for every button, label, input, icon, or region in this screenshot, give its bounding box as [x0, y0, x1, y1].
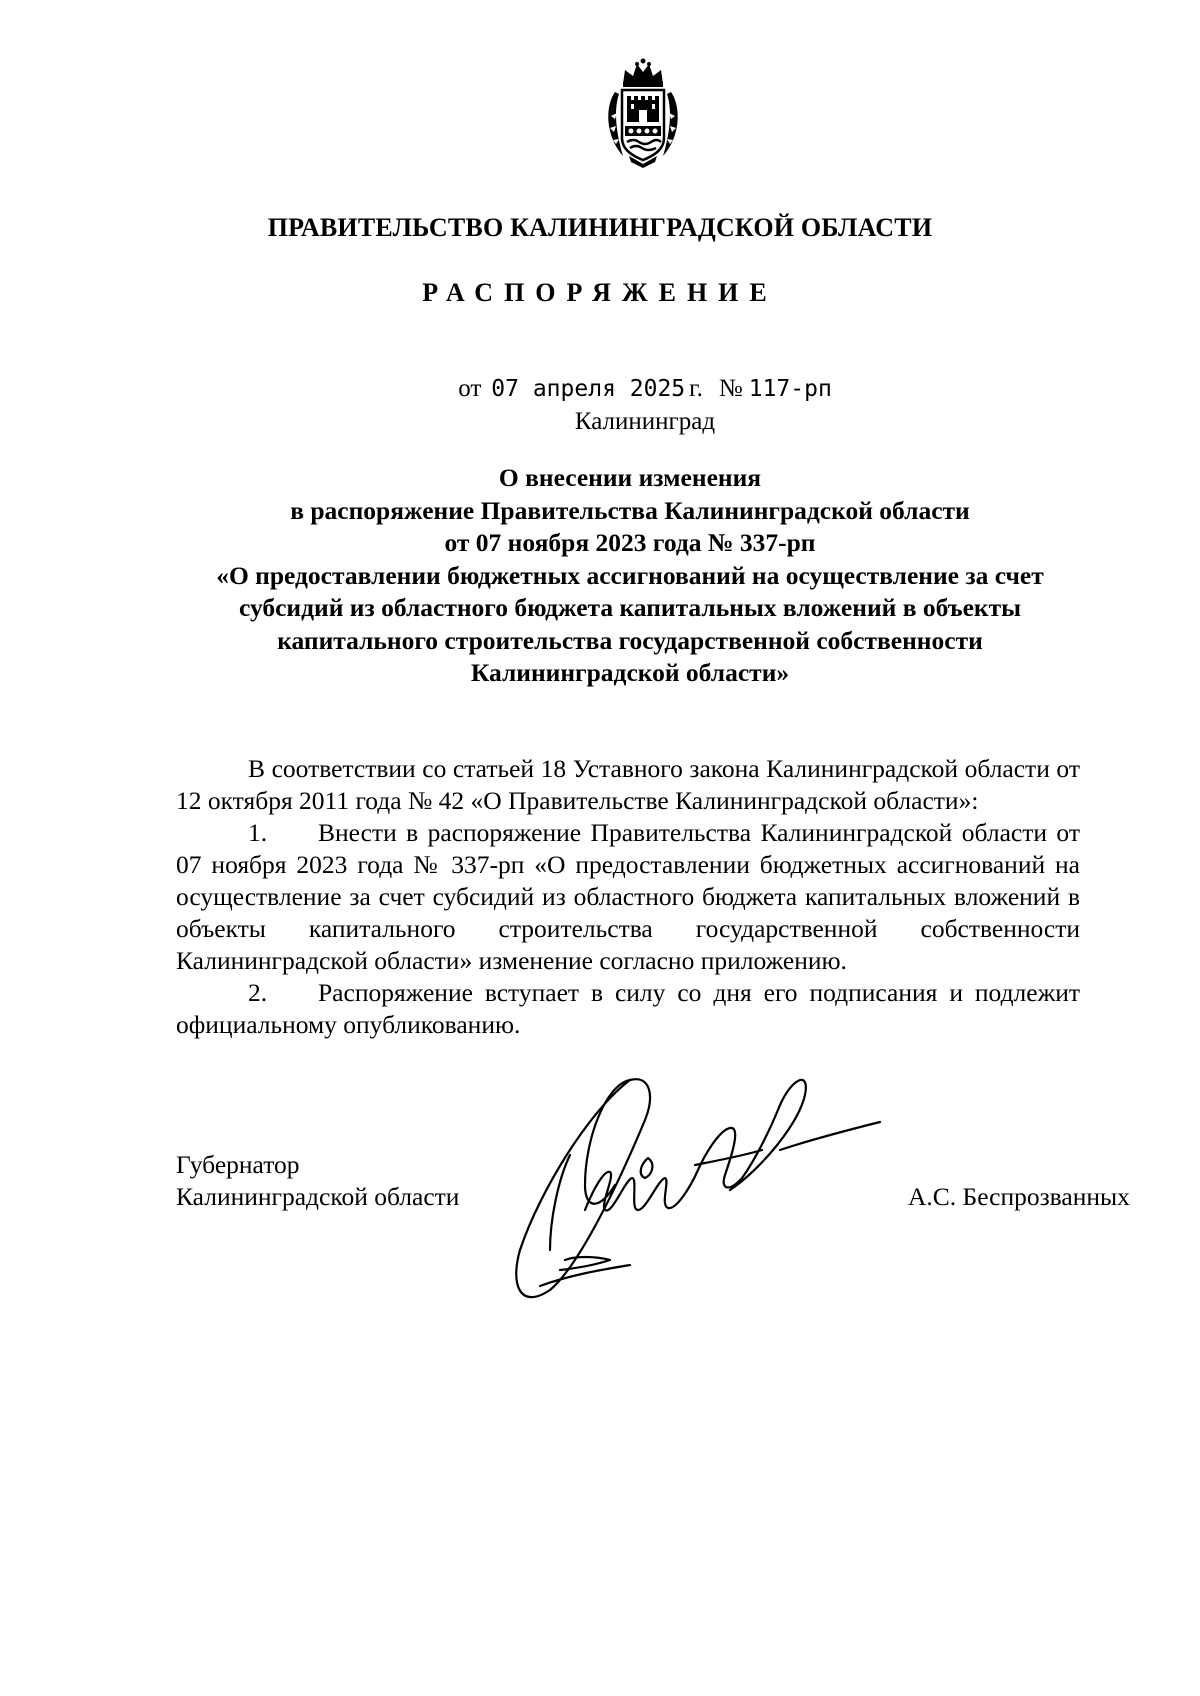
position-line: Калининградской области	[176, 1182, 460, 1211]
subject-line: О внесении изменения	[498, 463, 762, 492]
date-prefix: от	[458, 375, 482, 402]
document-date-number-line	[0, 375, 1200, 403]
list-item	[176, 817, 1080, 977]
item-text: Распоряжение вступает в силу со дня его подписания и подлежит официальному опубликованию.	[176, 978, 1080, 1039]
subject-line: от 07 ноября 2023 года № 337-рп	[444, 528, 816, 557]
number-sign: №	[718, 375, 743, 402]
preamble-paragraph: В соответствии со статьей 18 Уставного закона Калининградской области от 12 октября 2011 года № 42 «О Правительстве Калининградской области»:	[176, 754, 1080, 815]
subject-line: капитального строительства государственной собственности	[277, 625, 983, 655]
coat-of-arms-icon	[603, 56, 683, 168]
organization-title: ПРАВИТЕЛЬСТВО КАЛИНИНГРАДСКОЙ ОБЛАСТИ	[267, 213, 933, 242]
item-text: Внести в распоряжение Правительства Калининградской области от 07 ноября 2023 года № 337-рп «О предоставлении бюджетных ассигнований на осуществление за счет субсидий из областного бюджета капитальных вложений в объекты капитального строительства государственной собственности Калининградской области» изменение согласно приложению.	[176, 818, 1080, 975]
document-number: 117-рп	[748, 376, 832, 402]
subject-line: в распоряжение Правительства Калининградской области	[290, 495, 970, 525]
document-date: 07 апреля 2025	[491, 376, 686, 402]
signer-position	[176, 1149, 459, 1213]
document-body	[176, 753, 1080, 1041]
item-number: 1.	[248, 818, 268, 847]
year-suffix: г.	[689, 375, 703, 402]
item-number: 2.	[248, 978, 268, 1007]
document-type-heading: РАСПОРЯЖЕНИЕ	[422, 278, 778, 307]
city-name: Калининград	[574, 408, 716, 435]
subject-line: субсидий из областного бюджета капитальных вложений в объекты	[238, 593, 1022, 622]
list-item	[176, 977, 1080, 1041]
signer-name: А.С. Беспрозванных	[908, 1182, 1130, 1211]
handwritten-signature-icon	[480, 1060, 940, 1320]
subject-line: «О предоставлении бюджетных ассигнований на осуществление за счет	[216, 560, 1044, 590]
subject-line: Калининградской области»	[470, 658, 790, 687]
document-subject	[180, 462, 1080, 690]
position-line: Губернатор	[176, 1150, 300, 1179]
